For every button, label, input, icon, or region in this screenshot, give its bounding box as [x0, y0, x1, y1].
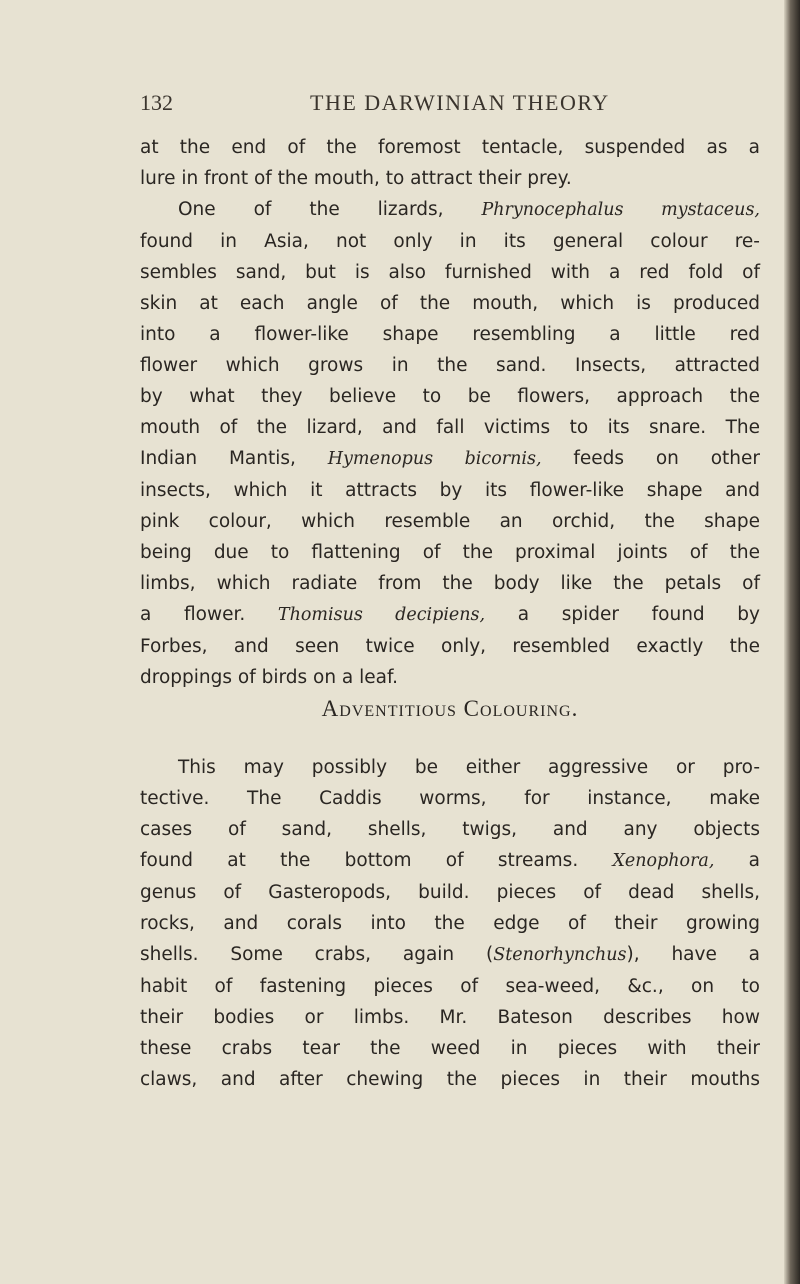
page-edge-shadow	[784, 0, 800, 1284]
text-line	[140, 163, 760, 194]
text-run: habit of fastening pieces of sea-weed, &c., on to	[140, 976, 760, 997]
text-line	[140, 845, 760, 877]
body-text-top	[140, 132, 760, 693]
text-run: genus of Gasteropods, build. pieces of dead shells,	[140, 882, 760, 903]
text-run: tective. The Caddis worms, for instance, make	[140, 788, 760, 809]
text-run: Forbes, and seen twice only, resembled exactly the	[140, 636, 760, 657]
text-run: claws, and after chewing the pieces in their mouths	[140, 1069, 760, 1090]
text-line	[140, 257, 760, 288]
body-text-bottom	[140, 752, 760, 1095]
text-line	[140, 381, 760, 412]
text-line	[140, 752, 760, 783]
text-line	[140, 288, 760, 319]
text-run: shells. Some crabs, again (	[140, 944, 494, 965]
text-run: Indian Mantis,	[140, 448, 328, 469]
text-run: droppings of birds on a leaf.	[140, 667, 399, 688]
text-line	[140, 1002, 760, 1033]
italic-species-name: Hymenopus bicornis,	[327, 449, 542, 469]
text-run: One of the lizards,	[178, 199, 482, 220]
text-line	[140, 971, 760, 1002]
italic-species-name: Phrynocephalus mystaceus,	[481, 200, 760, 220]
text-line	[140, 475, 760, 506]
text-line	[140, 939, 760, 971]
text-run: found in Asia, not only in its general colour re-	[140, 231, 760, 252]
text-run: flower which grows in the sand. Insects, attracted	[140, 355, 760, 376]
text-run: a flower.	[140, 604, 278, 625]
text-run: sembles sand, but is also furnished with a red fold of	[140, 262, 760, 283]
text-run: rocks, and corals into the edge of their growing	[140, 913, 760, 934]
text-run: by what they believe to be flowers, approach the	[140, 386, 760, 407]
text-run: a spider found by	[485, 604, 761, 625]
text-run: lure in front of the mouth, to attract their prey.	[140, 168, 572, 189]
text-run: into a flower-like shape resembling a little red	[140, 324, 760, 345]
text-line	[140, 783, 760, 814]
text-line	[140, 412, 760, 443]
text-line	[140, 814, 760, 845]
text-line	[140, 662, 760, 693]
text-line	[140, 599, 760, 631]
italic-species-name: Thomisus decipiens,	[277, 605, 486, 625]
text-run: at the end of the foremost tentacle, suspended as a	[140, 137, 760, 158]
text-run: skin at each angle of the mouth, which is produced	[140, 293, 760, 314]
text-run: found at the bottom of streams.	[140, 850, 613, 871]
text-run: pink colour, which resemble an orchid, the shape	[140, 511, 760, 532]
text-run: mouth of the lizard, and fall victims to its snare. The	[140, 417, 760, 438]
text-line	[140, 1033, 760, 1064]
running-title: THE DARWINIAN THEORY	[310, 90, 610, 115]
running-header	[140, 90, 760, 120]
text-line	[140, 319, 760, 350]
text-line	[140, 506, 760, 537]
text-line	[140, 568, 760, 599]
text-run: limbs, which radiate from the body like the petals of	[140, 573, 760, 594]
text-run: feeds on other	[541, 448, 761, 469]
text-run: a	[714, 850, 761, 871]
text-line	[140, 226, 760, 257]
paragraph-lizards-mantis	[140, 194, 760, 693]
text-line	[140, 350, 760, 381]
italic-species-name: Stenorhynchus	[493, 945, 627, 965]
text-line	[140, 537, 760, 568]
text-run: these crabs tear the weed in pieces with their	[140, 1038, 760, 1059]
text-run: cases of sand, shells, twigs, and any objects	[140, 819, 760, 840]
text-line	[140, 132, 760, 163]
text-run: insects, which it attracts by its flower-like shape and	[140, 480, 760, 501]
text-line	[140, 631, 760, 662]
text-line	[140, 1064, 760, 1095]
text-run: ), have a	[626, 944, 760, 965]
text-run: their bodies or limbs. Mr. Bateson describes how	[140, 1007, 760, 1028]
text-line	[140, 194, 760, 226]
text-run: being due to flattening of the proximal joints of the	[140, 542, 760, 563]
text-line	[140, 877, 760, 908]
text-run: This may possibly be either aggressive or pro-	[178, 757, 760, 778]
paragraph-continuation	[140, 132, 760, 194]
paragraph-adventitious	[140, 752, 760, 1095]
page-number: 132	[140, 90, 173, 115]
text-line	[140, 443, 760, 475]
section-heading: Adventitious Colouring.	[321, 696, 579, 721]
italic-species-name: Xenophora,	[612, 851, 715, 871]
text-line	[140, 908, 760, 939]
